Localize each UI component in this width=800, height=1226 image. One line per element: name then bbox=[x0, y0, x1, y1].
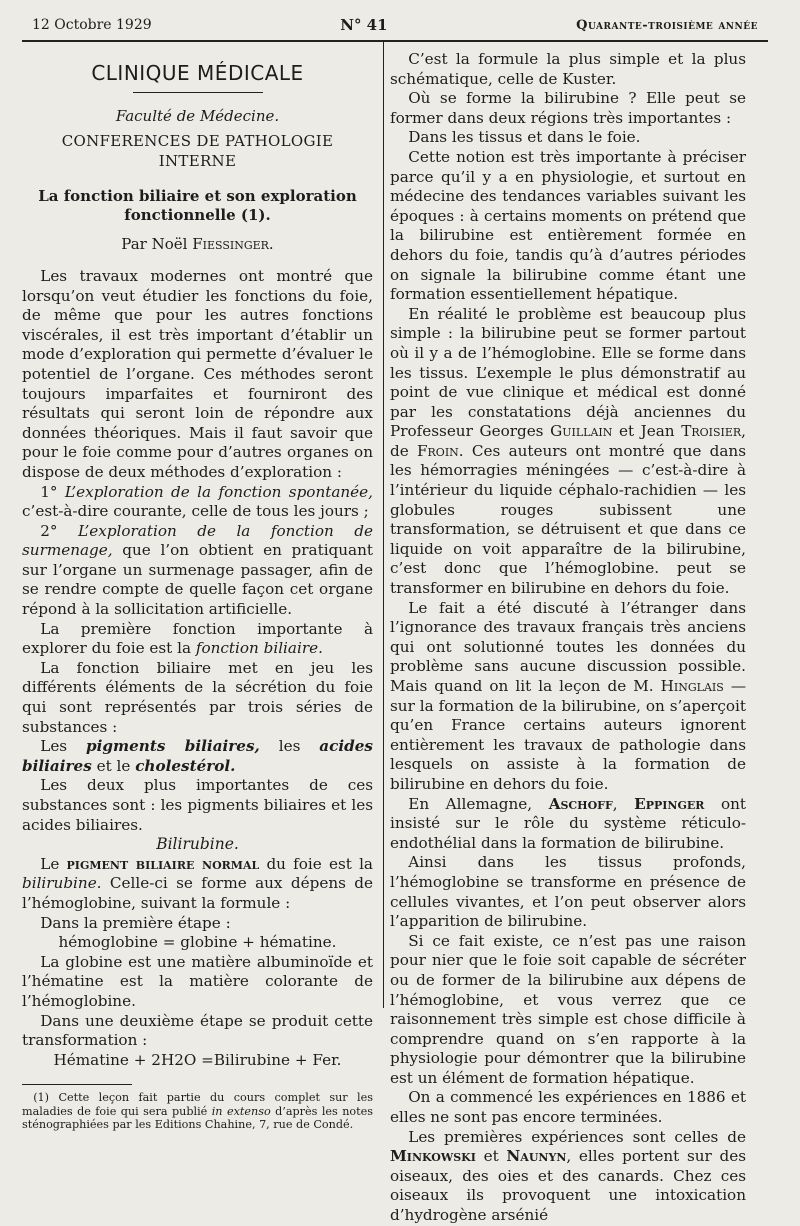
title-rule bbox=[133, 92, 263, 93]
header-rule bbox=[22, 40, 768, 42]
paragraph: 1° L’exploration de la fonction spontanée, c’est-à-dire courante, celle de tous les jours ; bbox=[22, 482, 373, 521]
paragraph: Ainsi dans les tissus profonds, l’hémoglobine se transforme en présence de cellules vivantes, et l’on peut observer alors l’apparition de bilirubine. bbox=[390, 853, 746, 931]
left-column bbox=[22, 50, 373, 1132]
faculty-line: Faculté de Médecine. bbox=[115, 106, 280, 125]
author-prefix: Par Noël bbox=[121, 235, 188, 254]
paragraph: La globine est une matière albuminoïde et l’hématine est la matière colorante de l’hémoglobine. bbox=[22, 952, 373, 1010]
paragraph: Le pigment biliaire normal du foie est la bilirubine. Celle-ci se forme aux dépens de l’hémoglobine, suivant la formule : bbox=[22, 854, 373, 912]
paragraph: Cette notion est très importante à préciser parce qu’il y a en physiologie, et surtout en médecine des tendances variables suivant les époques : à certains moments on prétend que la bilirubine est entièrement formée en dehors du foie, tandis qu’à d’autres périodes on signale la bilirubine comme étant une formation essentiellement hépatique. bbox=[390, 147, 746, 304]
paragraph: Dans les tissus et dans le foie. bbox=[408, 128, 641, 147]
paragraph: Dans la première étape : bbox=[40, 913, 231, 932]
paragraph: En Allemagne, Aschoff, Eppinger ont insisté sur le rôle du système réticulo-endothélial dans la formation de bilirubine. bbox=[390, 794, 746, 852]
conference-title: CONFERENCES DE PATHOLOGIE INTERNE bbox=[61, 132, 334, 170]
paragraph: La fonction biliaire met en jeu les différents éléments de la sécrétion du foie qui sont représentés par trois séries de substances : bbox=[22, 658, 373, 736]
equation: Hématine + 2H2O =Bilirubine + Fer. bbox=[53, 1050, 342, 1069]
paragraph: 2° L’exploration de la fonction de surmenage, que l’on obtient en pratiquant sur l’organe un surmenage passager, afin de se rendre compte de quelle façon cet organe répond à la sollicitation artificielle. bbox=[22, 521, 374, 619]
paragraph: Les deux plus importantes de ces substances sont : les pigments biliaires et les acides biliaires. bbox=[22, 776, 373, 834]
header-issue-number: N° 41 bbox=[340, 16, 388, 34]
paragraph: Dans une deuxième étape se produit cette transformation : bbox=[22, 1011, 373, 1050]
author-name: Fiessinger. bbox=[192, 235, 274, 254]
paragraph: Si ce fait existe, ce n’est pas une raison pour nier que le foie soit capable de sécréter ou de former de la bilirubine aux dépens de l’hémoglobine, et vous verrez que ce raisonnement très simple est chose difficile à comprendre quand on s’en rapporte à la physiologie pour démontrer que la bilirubine est un élément de formation hépatique. bbox=[390, 931, 746, 1087]
subsection-heading: Bilirubine. bbox=[156, 835, 239, 854]
right-column bbox=[390, 50, 746, 1226]
page-header bbox=[32, 14, 758, 36]
paragraph: Les premières expériences sont celles de Minkowski et Naunyn, elles portent sur des oiseaux, des oies et des canards. Chez ces oiseaux ils provoquent une intoxication d’hydrogène arsénié bbox=[390, 1127, 746, 1225]
header-date: 12 Octobre 1929 bbox=[32, 17, 152, 33]
paragraph: Les travaux modernes ont montré que lorsqu’on veut étudier les fonctions du foie, de même que pour les autres fonctions viscérales, il est très important d’établir un mode d’exploration qui permette d’évaluer le potentiel de l’organe. Ces méthodes seront toujours imparfaites et fourniront des résultats qui seront loin de répondre aux données théoriques. Mais il faut savoir que pour le foie comme pour d’autres organes on dispose de deux méthodes d’exploration : bbox=[22, 266, 373, 481]
paragraph: La première fonction importante à explorer du foie est la fonction biliaire. bbox=[22, 619, 373, 658]
paragraph: Le fait a été discuté à l’étranger dans l’ignorance des travaux français très anciens qui ont solutionné toutes les données du problème sans aucune discussion possible. Mais quand on lit la leçon de M. Hinglais — sur la formation de la bilirubine, on s’aperçoit qu’en France certains auteurs ignorent entièrement les travaux de pathologie dans lesquels on assiste à la formation de bilirubine en dehors du foie. bbox=[390, 598, 747, 793]
header-year: Quarante-troisième année bbox=[576, 17, 758, 33]
paragraph: C’est la formule la plus simple et la plus schématique, celle de Kuster. bbox=[390, 50, 746, 88]
column-divider bbox=[383, 40, 384, 1008]
equation: hémoglobine = globine + hématine. bbox=[58, 933, 337, 952]
paragraph: En réalité le problème est beaucoup plus simple : la bilirubine peut se former partout où il y a de l’hémoglobine. Elle se forme dans les tissus. L’exemple le plus démonstratif au point de vue clinique et médical est donné par les constatations déjà anciennes du Professeur Georges Guillain et Jean Troisier, de Froin. Ces auteurs ont montré que dans les hémorragies méningées — c’est-à-dire à l’intérieur du liquide céphalo-rachidien — les globules rouges subissent une transformation, se détruisent et que dans ce liquide on voit apparaître de la bilirubine, c’est donc que l’hémoglobine. peut se transformer en bilirubine en dehors du foie. bbox=[390, 304, 746, 598]
author-line bbox=[22, 235, 373, 255]
footnote-rule bbox=[22, 1084, 132, 1085]
paragraph: Les pigments biliaires, les acides biliaires et le cholestérol. bbox=[22, 737, 373, 775]
footnote: (1) Cette leçon fait partie du cours complet sur les maladies de foie qui sera publié in extenso d’après les notes sténographiées par les Editions Chahine, 7, rue de Condé. bbox=[22, 1091, 373, 1132]
paragraph: Où se forme la bilirubine ? Elle peut se former dans deux régions très importantes : bbox=[390, 89, 746, 127]
section-title: CLINIQUE MÉDICALE bbox=[91, 61, 304, 85]
lecture-title: La fonction biliaire et son exploration fonctionnelle (1). bbox=[38, 187, 357, 225]
paragraph: On a commencé les expériences en 1886 et elles ne sont pas encore terminées. bbox=[390, 1088, 746, 1127]
